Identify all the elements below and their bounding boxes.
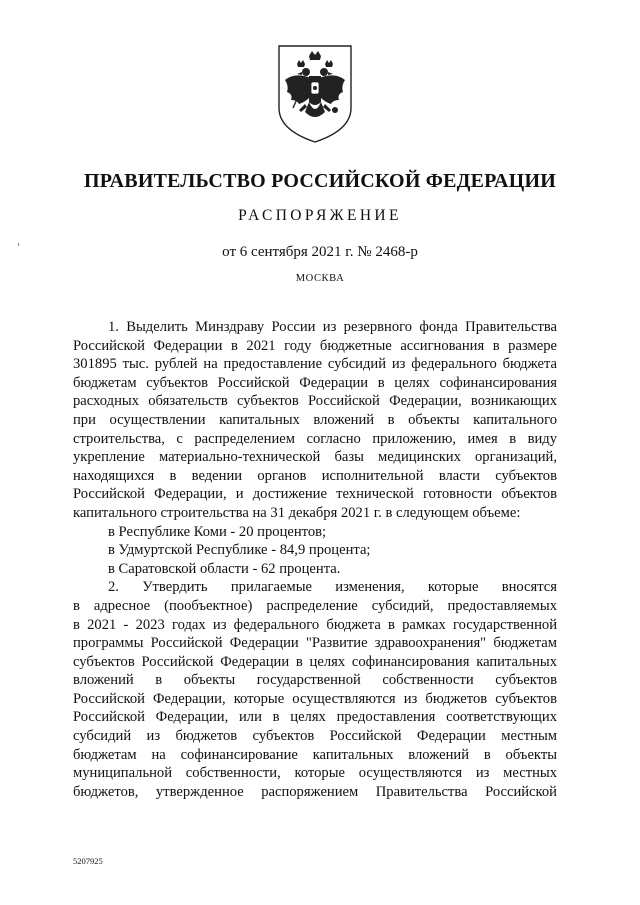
body-line: в адресное (пообъектное) распределение субсидий, предоставляемых [73, 597, 557, 614]
body-line: муниципальной собственности, которые осуществляются из местных [73, 765, 557, 782]
document-body [73, 318, 557, 801]
body-line: вложений в объекты государственной собственности субъектов [73, 672, 557, 689]
body-line: программы Российской Федерации "Развитие здравоохранения" бюджетам [73, 635, 557, 652]
document-type: РАСПОРЯЖЕНИЕ [238, 207, 402, 224]
document-code: 5207925 [73, 856, 103, 866]
document-city: МОСКВА [295, 273, 345, 284]
body-line: расходных обязательств субъектов Российской Федерации, возникающих [73, 393, 557, 410]
body-line: укрепление материально-технической базы медицинских организаций, [73, 449, 557, 466]
body-line: субсидий из бюджетов субъектов Российской Федерации местным [73, 728, 557, 745]
body-line: при осуществлении капитальных вложений в объекты капитального [73, 411, 557, 428]
body-line: 1. Выделить Минздраву России из резервного фонда Правительства [108, 319, 557, 335]
body-line: Российской Федерации в 2021 году бюджетные ассигнования в размере [73, 337, 557, 354]
body-line: капитального строительства на 31 декабря 2021 г. в следующем объеме: [73, 504, 521, 521]
body-line: субъектов Российской Федерации в целях софинансирования капитальных [73, 653, 557, 670]
body-line: бюджетам на софинансирование капитальных вложений в объекты [73, 746, 557, 763]
government-title: ПРАВИТЕЛЬСТВО РОССИЙСКОЙ ФЕДЕРАЦИИ [84, 170, 556, 192]
body-line: 2. Утвердить прилагаемые изменения, которые вносятся [108, 579, 557, 596]
body-line: бюджетов, утвержденное распоряжением Правительства Российской [73, 783, 557, 800]
body-line: бюджетам субъектов Российской Федерации в целях софинансирования [73, 374, 557, 391]
body-line: в Республике Коми - 20 процентов; [108, 523, 327, 540]
body-line: строительства, с распределением согласно приложению, имея в виду [73, 430, 557, 447]
body-line: в Саратовской области - 62 процента. [108, 560, 341, 577]
body-line: в 2021 - 2023 годах из федерального бюджета в рамках государственной [73, 616, 557, 633]
body-line: находящихся в ведении органов исполнительной власти субъектов [73, 467, 557, 484]
state-emblem-icon [275, 42, 355, 146]
body-line: Российской Федерации, которые осуществляются из бюджетов субъектов [73, 690, 557, 707]
body-line: Российской Федерации, и достижение технической готовности объектов [73, 486, 557, 503]
document-date-number: от 6 сентября 2021 г. № 2468-р [222, 244, 418, 260]
body-line: в Удмуртской Республике - 84,9 процента; [108, 542, 371, 559]
body-line: 301895 тыс. рублей на предоставление субсидий из федерального бюджета [73, 356, 557, 373]
body-line: Российской Федерации, или в целях предоставления соответствующих [73, 709, 557, 726]
